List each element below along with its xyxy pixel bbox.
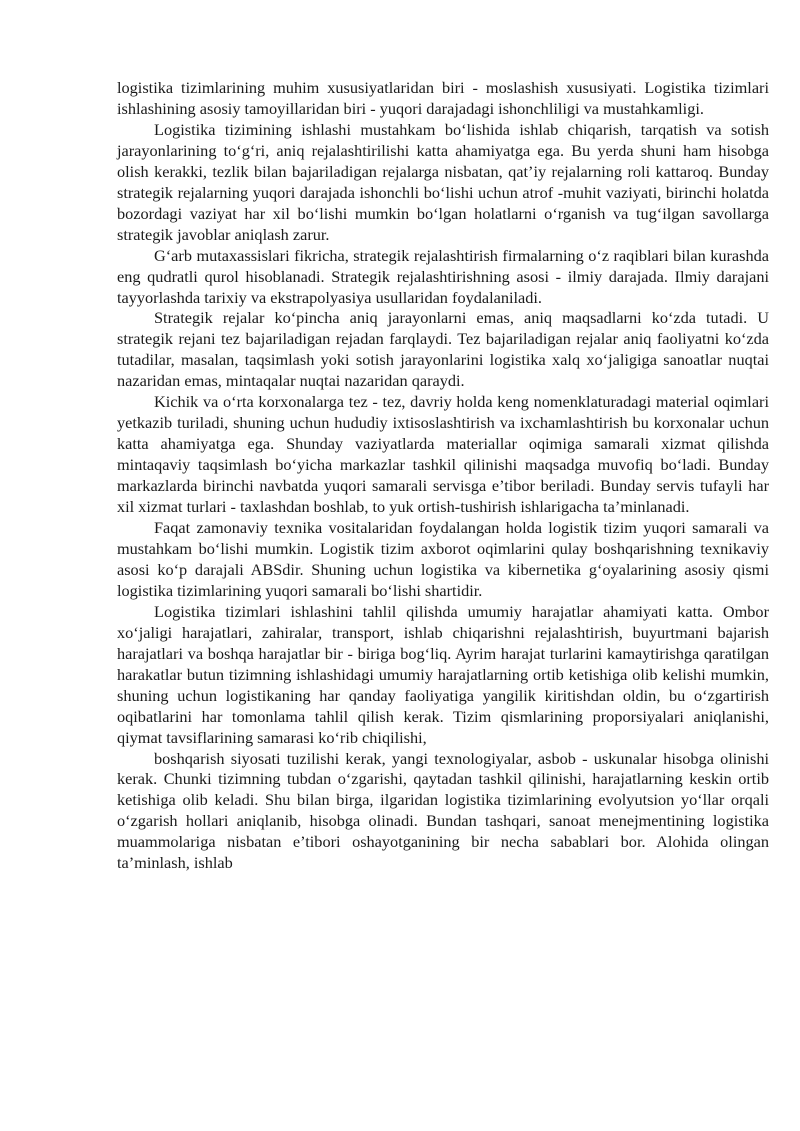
paragraph-modern-technology: Faqat zamonaviy texnika vositalaridan foydalangan holda logistik tizim yuqori samarali va mustahkam bo‘lishi mumkin. Logistik tizim axborot oqimlarini qulay boshqarishning texnikaviy asosi ko‘p darajali ABSdir. Shuning uchun logistika va kibernetika g‘oyalarining asosiy qismi logistika tizimlarining yuqori samarali bo‘lishi shartidir.: [117, 518, 769, 600]
document-page: [117, 78, 769, 874]
paragraph-small-medium-enterprises: Kichik va o‘rta korxonalarga tez - tez, davriy holda keng nomenklaturadagi material oqimlari yetkazib turiladi, shuning uchun hududiy ixtisoslashtirish va ixchamlashtirish bu korxonalar uchun katta ahamiyatga ega. Shunday vaziyatlarda materiallar oqimiga samarali xizmat qilishda mintaqaviy taqsimlash bo‘yicha markazlar tashkil qilinishi maqsadga muvofiq bo‘ladi. Bunday markazlarda birinchi navbatda yuqori samarali servisga e’tibor beriladi. Bunday servis tufayli har xil xizmat turlari - taxlashdan boshlab, to yuk ortish-tushirish ishlarigacha ta’minlanadi.: [117, 392, 769, 517]
paragraph-total-costs: Logistika tizimlari ishlashini tahlil qilishda umumiy harajatlar ahamiyati katta. Ombor xo‘jaligi harajatlari, zahiralar, transport, ishlab chiqarishni rejalashtirish, buyurtmani bajarish harajatlari va boshqa harajatlar bir - biriga bog‘liq. Ayrim harajat turlarini kamaytirishga qaratilgan harakatlar butun tizimning ishlashidagi umumiy harajatlarning ortib ketishiga olib kelishi mumkin, shuning uchun logistikaning har qanday faoliyatiga yangilik kiritishdan oldin, bu o‘zgartirish oqibatlarini har tomonlama tahlil qilish kerak. Tizim qismlarining proporsiyalari aniqlanishi, qiymat tavsiflarining samarasi ko‘rib chiqilishi,: [117, 601, 769, 747]
paragraph-western-experts: G‘arb mutaxassislari fikricha, strategik rejalashtirish firmalarning o‘z raqiblari bilan kurashda eng qudratli qurol hisoblanadi. Strategik rejalashtirishning asosi - ilmiy darajada. Ilmiy darajani tayyorlashda tarixiy va ekstrapolyasiya usullaridan foydalaniladi.: [117, 245, 769, 307]
paragraph-strategic-plans: Strategik rejalar ko‘pincha aniq jarayonlarni emas, aniq maqsadlarni ko‘zda tutadi. U strategik rejani tez bajariladigan rejadan farqlaydi. Tez bajariladigan rejalar aniq faoliyatni ko‘zda tutadilar, masalan, taqsimlash yoki sotish jarayonlarini logistika xalq xo‘jaligiga sanoatlar nuqtai nazaridan emas, mintaqalar nuqtai nazaridan qaraydi.: [117, 308, 769, 391]
paragraph-management-policy: boshqarish siyosati tuzilishi kerak, yangi texnologiyalar, asbob - uskunalar hisobga olinishi kerak. Chunki tizimning tubdan o‘zgarishi, qaytadan tashkil qilinishi, harajatlarning keskin ortib ketishiga olib keladi. Shu bilan birga, ilgaridan logistika tizimlarining evolyutsion yo‘llar orqali o‘zgarish hollari aniqlanib, hisobga olinadi. Bundan tashqari, sanoat menejmentining logistika muammolariga nisbatan e’tibori oshayotganining bir necha sabablari bor. Alohida olingan ta’minlash, ishlab: [117, 748, 769, 873]
paragraph-continuation: logistika tizimlarining muhim xususiyatlaridan biri - moslashish xususiyati. Logistika tizimlari ishlashining asosiy tamoyillaridan biri - yuqori darajadagi ishonchliligi va mustahkamligi.: [117, 78, 769, 118]
paragraph-planning-reliability: Logistika tizimining ishlashi mustahkam bo‘lishida ishlab chiqarish, tarqatish va sotish jarayonlarining to‘g‘ri, aniq rejalashtirilishi katta ahamiyatga ega. Bu yerda shuni ham hisobga olish kerakki, tezlik bilan bajariladigan rejalarga nisbatan, qat’iy rejalarning roli kattaroq. Bunday strategik rejalarning yuqori darajada ishonchli bo‘lishi uchun atrof -muhit vaziyati, birinchi holatda bozordagi vaziyat har xil bo‘lishi mumkin bo‘lgan holatlarni o‘rganish va tug‘ilgan savollarga strategik javoblar aniqlash zarur.: [117, 119, 769, 244]
